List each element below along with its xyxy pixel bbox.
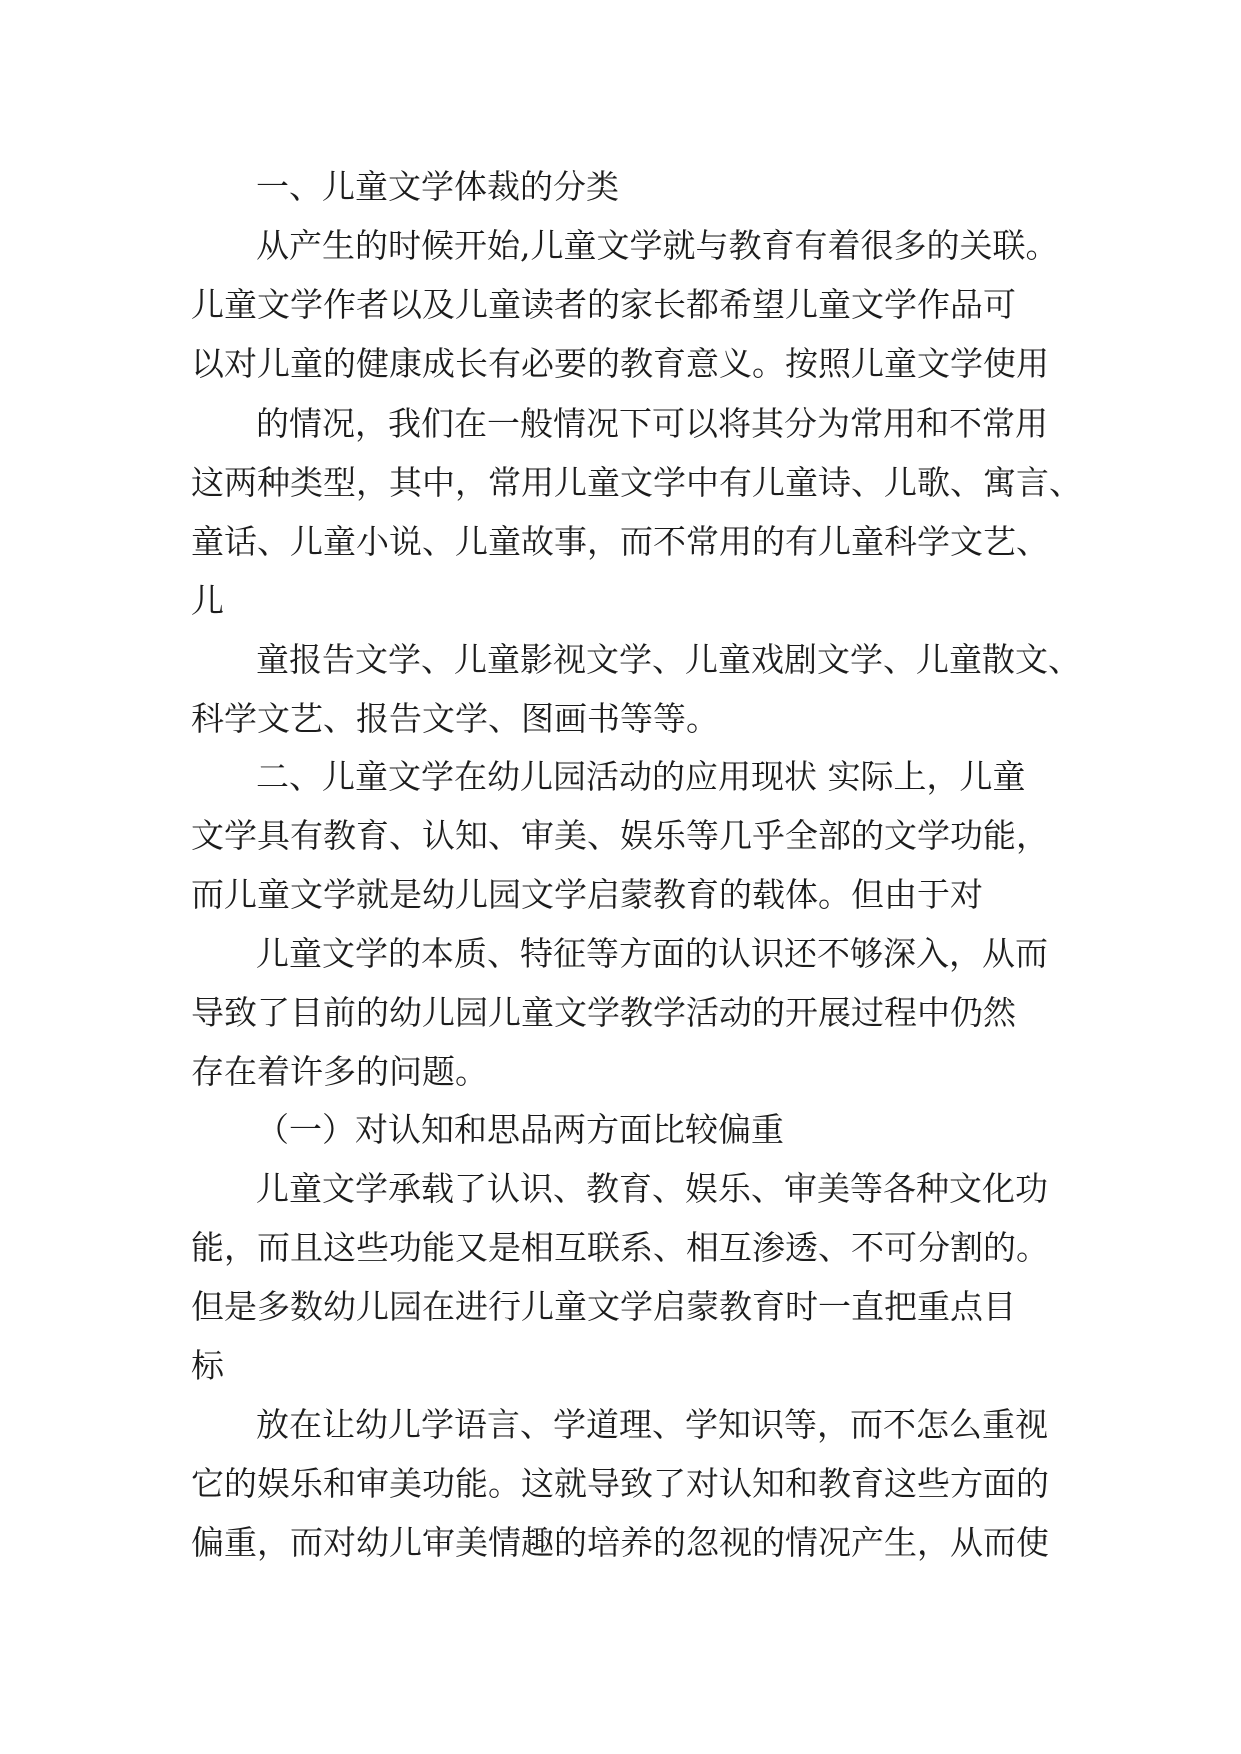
text-line: 偏重，而对幼儿审美情趣的培养的忽视的情况产生，从而使 xyxy=(191,1523,1049,1562)
text-line: 科学文艺、报告文学、图画书等等。 xyxy=(191,699,719,738)
text-line: 童报告文学、儿童影视文学、儿童戏剧文学、儿童散文、 xyxy=(256,640,1081,679)
text-line: 这两种类型，其中，常用儿童文学中有儿童诗、儿歌、寓言、 xyxy=(191,463,1082,502)
text-line: 而儿童文学就是幼儿园文学启蒙教育的载体。但由于对 xyxy=(191,875,983,914)
text-line: 一、儿童文学体裁的分类 xyxy=(256,167,619,206)
text-line: 文学具有教育、认知、审美、娱乐等几乎全部的文学功能， xyxy=(191,816,1049,855)
text-line: 儿 xyxy=(191,581,224,620)
text-line: 导致了目前的幼儿园儿童文学教学活动的开展过程中仍然 xyxy=(191,993,1016,1032)
text-line: 儿童文学作者以及儿童读者的家长都希望儿童文学作品可 xyxy=(191,285,1016,324)
text-line: 从产生的时候开始,儿童文学就与教育有着很多的关联。 xyxy=(256,226,1059,265)
text-line: 二、儿童文学在幼儿园活动的应用现状 实际上，儿童 xyxy=(256,757,1026,796)
text-line: （一）对认知和思品两方面比较偏重 xyxy=(256,1110,784,1149)
text-line: 存在着许多的问题。 xyxy=(191,1052,488,1091)
text-line: 它的娱乐和审美功能。这就导致了对认知和教育这些方面的 xyxy=(191,1464,1049,1503)
text-line: 但是多数幼儿园在进行儿童文学启蒙教育时一直把重点目 xyxy=(191,1287,1016,1326)
text-line: 标 xyxy=(191,1346,224,1385)
text-line: 能，而且这些功能又是相互联系、相互渗透、不可分割的。 xyxy=(191,1228,1049,1267)
text-line: 放在让幼儿学语言、学道理、学知识等，而不怎么重视 xyxy=(256,1405,1048,1444)
text-line: 童话、儿童小说、儿童故事，而不常用的有儿童科学文艺、 xyxy=(191,522,1049,561)
text-line: 以对儿童的健康成长有必要的教育意义。按照儿童文学使用 xyxy=(191,344,1049,383)
text-line: 的情况，我们在一般情况下可以将其分为常用和不常用 xyxy=(256,404,1048,443)
text-line: 儿童文学承载了认识、教育、娱乐、审美等各种文化功 xyxy=(256,1169,1048,1208)
text-line: 儿童文学的本质、特征等方面的认识还不够深入，从而 xyxy=(256,934,1048,973)
